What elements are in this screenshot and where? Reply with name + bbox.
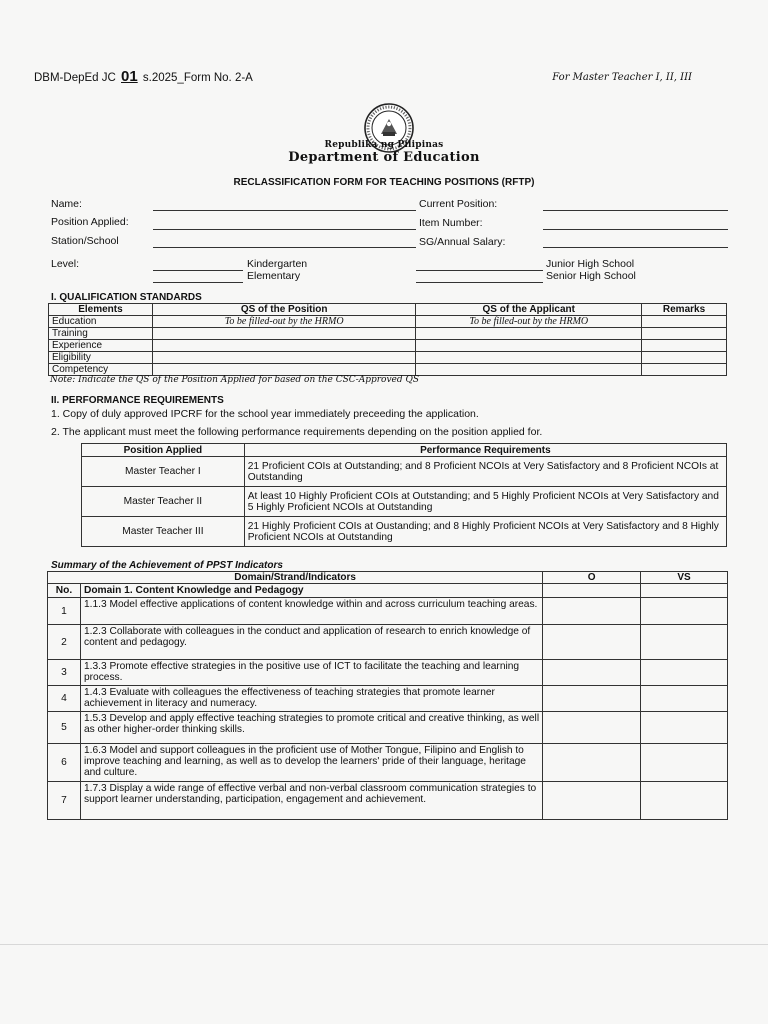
table-row	[48, 625, 728, 660]
vs-cell[interactable]	[641, 584, 728, 598]
summary-title: Summary of the Achievement of PPST Indicators	[51, 560, 283, 571]
level-label: Level:	[51, 258, 80, 270]
performance-header-row	[82, 444, 727, 457]
qs-position-cell[interactable]	[152, 364, 416, 376]
indicator-number: 1	[48, 598, 81, 625]
o-cell[interactable]	[543, 598, 641, 625]
senior-high-field[interactable]	[416, 282, 543, 283]
form-ref-suffix: s.2025_Form No. 2-A	[142, 72, 253, 84]
qualification-header-row	[49, 304, 727, 316]
current-position-label: Current Position:	[419, 198, 498, 210]
o-cell[interactable]	[543, 625, 641, 660]
domain-row	[48, 584, 728, 598]
qualification-table	[48, 303, 727, 376]
vs-cell[interactable]	[641, 782, 728, 820]
o-cell[interactable]	[543, 744, 641, 782]
qs-applicant-cell[interactable]	[416, 340, 642, 352]
remarks-cell[interactable]	[642, 328, 727, 340]
vs-cell[interactable]	[641, 660, 728, 686]
col-no: No.	[48, 584, 81, 598]
requirement-cell: At least 10 Highly Proficient COIs at Outstanding; and 5 Highly Proficient NCOIs at Very Satisfactory and 5 Highly Proficient NCOIs at Outstanding	[244, 487, 726, 517]
remarks-cell[interactable]	[642, 316, 727, 328]
table-row	[82, 517, 727, 547]
requirement-cell: 21 Proficient COIs at Outstanding; and 8 Proficient NCOIs at Very Satisfactory and 8 Proficient NCOIs at Outstanding	[244, 457, 726, 487]
element-label: Training	[49, 328, 153, 340]
indicator-text: 1.7.3 Display a wide range of effective verbal and non-verbal classroom communication strategies to support learner understanding, participation, engagement and achievement.	[80, 782, 542, 820]
form-title: RECLASSIFICATION FORM FOR TEACHING POSITIONS (RFTP)	[233, 177, 535, 188]
indicator-text: 1.2.3 Collaborate with colleagues in the conduct and application of research to enrich knowledge of content and pedagogy.	[80, 625, 542, 660]
table-row	[48, 744, 728, 782]
qs-position-cell[interactable]	[152, 328, 416, 340]
sg-salary-field[interactable]	[543, 247, 728, 248]
current-position-field[interactable]	[543, 210, 728, 211]
element-label: Experience	[49, 340, 153, 352]
qs-position-cell[interactable]	[152, 340, 416, 352]
col-qs-position: QS of the Position	[152, 304, 416, 316]
position-cell: Master Teacher I	[82, 457, 245, 487]
name-label: Name:	[51, 198, 82, 210]
station-school-field[interactable]	[153, 247, 416, 248]
table-row	[49, 352, 727, 364]
form-ref-number: 01	[121, 68, 138, 85]
qs-position-cell[interactable]	[152, 352, 416, 364]
vs-cell[interactable]	[641, 712, 728, 744]
table-row	[48, 598, 728, 625]
performance-item-1: 1. Copy of duly approved IPCRF for the school year immediately preceeding the application.	[51, 408, 479, 420]
indicator-number: 2	[48, 625, 81, 660]
position-cell: Master Teacher III	[82, 517, 245, 547]
table-row	[82, 457, 727, 487]
indicator-text: 1.5.3 Develop and apply effective teaching strategies to promote critical and creative thinking, as well as other higher-order thinking skills.	[80, 712, 542, 744]
performance-item-2: 2. The applicant must meet the following performance requirements depending on the position applied for.	[51, 426, 543, 438]
position-applied-field[interactable]	[153, 229, 416, 230]
col-domain: Domain/Strand/Indicators	[48, 572, 543, 584]
qualification-section-title: I. QUALIFICATION STANDARDS	[51, 292, 202, 303]
indicator-number: 3	[48, 660, 81, 686]
remarks-cell[interactable]	[642, 352, 727, 364]
vs-cell[interactable]	[641, 744, 728, 782]
vs-cell[interactable]	[641, 686, 728, 712]
remarks-cell[interactable]	[642, 340, 727, 352]
col-qs-applicant: QS of the Applicant	[416, 304, 642, 316]
col-position-applied: Position Applied	[82, 444, 245, 457]
requirement-cell: 21 Highly Proficient COIs at Oustanding; and 8 Highly Proficient NCOIs at Very Satisfactory and 8 Highly Proficient NCOIs at Outstanding	[244, 517, 726, 547]
indicator-number: 5	[48, 712, 81, 744]
table-row	[82, 487, 727, 517]
kindergarten-label: Kindergarten	[247, 258, 308, 270]
republic-label: Republika ng Pilipinas	[324, 140, 444, 150]
senior-high-label: Senior High School	[546, 270, 636, 282]
table-row	[49, 316, 727, 328]
col-remarks: Remarks	[642, 304, 727, 316]
table-row	[49, 340, 727, 352]
applies-to: For Master Teacher I, II, III	[552, 72, 692, 83]
o-cell[interactable]	[543, 782, 641, 820]
summary-header-row	[48, 572, 728, 584]
form-ref-prefix: DBM-DepEd JC	[34, 72, 116, 84]
indicator-number: 6	[48, 744, 81, 782]
col-performance-requirements: Performance Requirements	[244, 444, 726, 457]
indicator-number: 4	[48, 686, 81, 712]
col-o: O	[543, 572, 641, 584]
indicator-number: 7	[48, 782, 81, 820]
form-reference	[34, 68, 253, 85]
o-cell[interactable]	[543, 660, 641, 686]
o-cell[interactable]	[543, 712, 641, 744]
indicator-text: 1.6.3 Model and support colleagues in the proficient use of Mother Tongue, Filipino and English to improve teaching and learning, as well as to develop the learners' pride of their language, heritage and culture.	[80, 744, 542, 782]
table-row	[48, 686, 728, 712]
qualification-note: Note: Indicate the QS of the Position Applied for based on the CSC-Approved QS	[50, 375, 420, 385]
scan-edge	[0, 944, 768, 945]
elementary-field[interactable]	[153, 282, 243, 283]
table-row	[48, 660, 728, 686]
element-label: Eligibility	[49, 352, 153, 364]
domain-title: Domain 1. Content Knowledge and Pedagogy	[80, 584, 542, 598]
sg-salary-label: SG/Annual Salary:	[419, 236, 506, 248]
remarks-cell[interactable]	[642, 364, 727, 376]
vs-cell[interactable]	[641, 598, 728, 625]
indicator-text: 1.1.3 Model effective applications of content knowledge within and across curriculum teaching areas.	[80, 598, 542, 625]
ppst-summary-table	[47, 571, 728, 820]
performance-section-title: II. PERFORMANCE REQUIREMENTS	[51, 395, 224, 406]
qs-applicant-cell[interactable]: To be filled-out by the HRMO	[416, 316, 642, 328]
kindergarten-field[interactable]	[153, 270, 243, 271]
indicator-text: 1.3.3 Promote effective strategies in the positive use of ICT to facilitate the teaching and learning process.	[80, 660, 542, 686]
qs-applicant-cell[interactable]	[416, 364, 642, 376]
qs-position-cell[interactable]: To be filled-out by the HRMO	[152, 316, 416, 328]
table-row	[48, 712, 728, 744]
element-label: Competency	[49, 364, 153, 376]
item-number-field[interactable]	[543, 229, 728, 230]
elementary-label: Elementary	[247, 270, 301, 282]
performance-table	[81, 443, 727, 547]
vs-cell[interactable]	[641, 625, 728, 660]
qs-applicant-cell[interactable]	[416, 352, 642, 364]
table-row	[48, 782, 728, 820]
station-school-label: Station/School	[51, 235, 119, 247]
qs-applicant-cell[interactable]	[416, 328, 642, 340]
col-elements: Elements	[49, 304, 153, 316]
o-cell[interactable]	[543, 686, 641, 712]
table-row	[49, 364, 727, 376]
col-vs: VS	[641, 572, 728, 584]
indicator-text: 1.4.3 Evaluate with colleagues the effectiveness of teaching strategies that promote learner achievement in literacy and numeracy.	[80, 686, 542, 712]
position-cell: Master Teacher II	[82, 487, 245, 517]
department-name: Department of Education	[288, 150, 480, 165]
position-applied-label: Position Applied:	[51, 216, 129, 228]
item-number-label: Item Number:	[419, 217, 483, 229]
o-cell[interactable]	[543, 584, 641, 598]
junior-high-label: Junior High School	[546, 258, 635, 270]
junior-high-field[interactable]	[416, 270, 543, 271]
name-field[interactable]	[153, 210, 416, 211]
element-label: Education	[49, 316, 153, 328]
table-row	[49, 328, 727, 340]
